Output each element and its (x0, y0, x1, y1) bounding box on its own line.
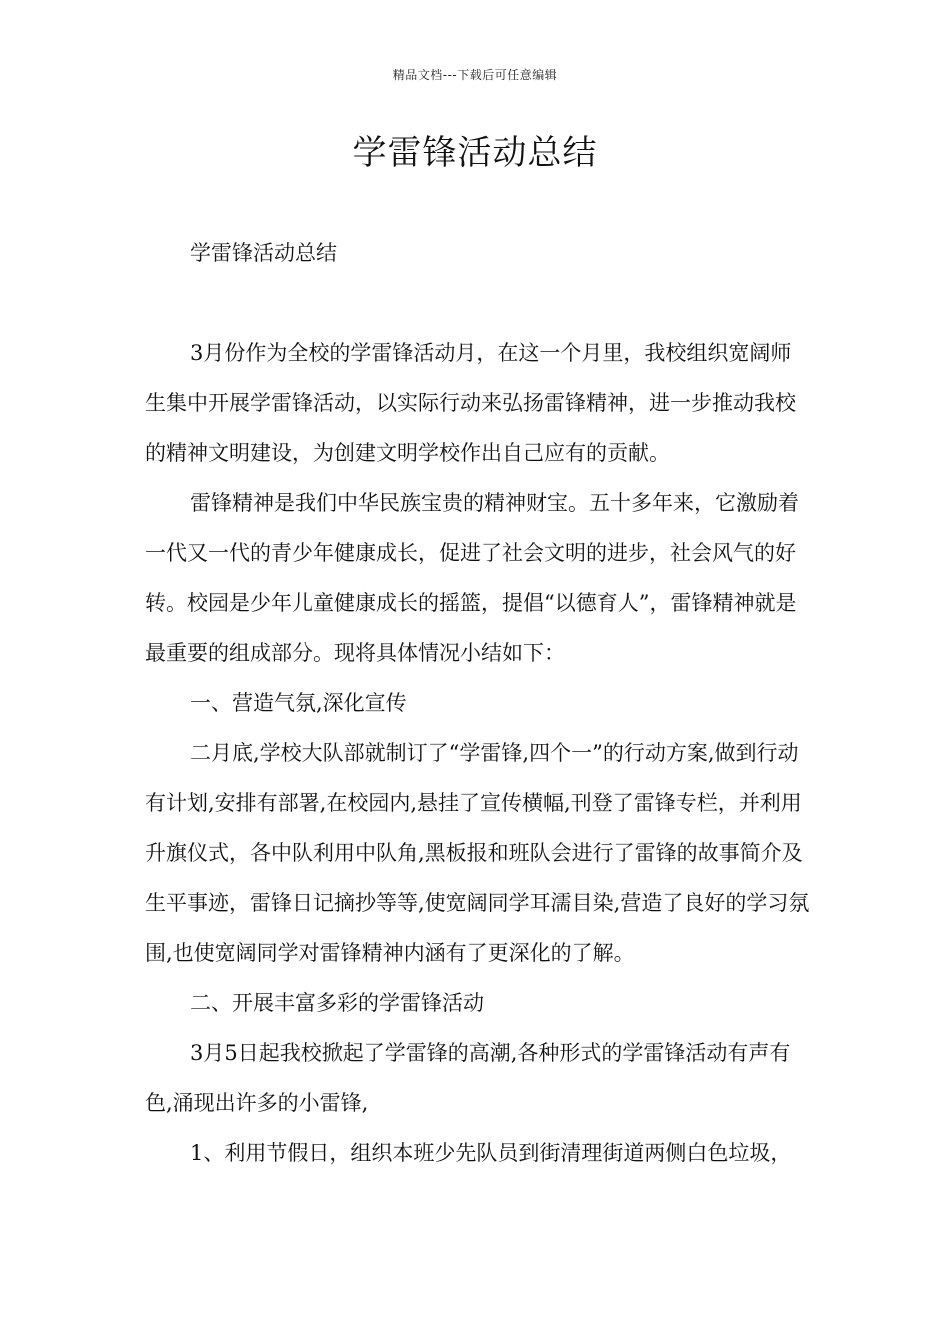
paragraph-spirit: 雷锋精神是我们中华民族宝贵的精神财宝。五十多年来，它激励着一代又一代的青少年健康成长，促进了社会文明的进步，社会风气的好转。校园是少年儿童健康成长的摇篮，提倡“以德育人”，雷锋精神就是最重要的组成部分。现将具体情况小结如下： (145, 491, 799, 665)
header-note: 精品文档---下载后可任意编辑 (392, 68, 558, 82)
document-body (145, 328, 811, 1178)
document-subtitle: 学雷锋活动总结 (190, 241, 337, 265)
paragraph-section-2: 3月5日起我校掀起了学雷锋的高潮,各种形式的学雷锋活动有声有色,涌现出许多的小雷锋, (145, 1041, 791, 1115)
paragraph-intro: 3月份作为全校的学雷锋活动月，在这一个月里，我校组织宽阔师生集中开展学雷锋活动，以实际行动来弘扬雷锋精神，进一步推动我校的精神文明建设，为创建文明学校作出自己应有的贡献。 (145, 341, 796, 465)
section-heading-2: 二、开展丰富多彩的学雷锋活动 (190, 991, 484, 1015)
paragraph-item-1: 1、利用节假日，组织本班少先队员到街清理街道两侧白色垃圾， (190, 1141, 792, 1165)
section-heading-1: 一、营造气氛,深化宣传 (190, 691, 407, 715)
paragraph-section-1: 二月底,学校大队部就制订了“学雷锋,四个一”的行动方案,做到行动有计划,安排有部署,在校园内,悬挂了宣传横幅,刊登了雷锋专栏，并利用升旗仪式，各中队利用中队角,黑板报和班队会进行了雷锋的故事简介及生平事迹，雷锋日记摘抄等等,使宽阔同学耳濡目染,营造了良好的学习氛围,也使宽阔同学对雷锋精神内涵有了更深化的了解。 (145, 741, 810, 965)
document-title: 学雷锋活动总结 (352, 133, 598, 173)
